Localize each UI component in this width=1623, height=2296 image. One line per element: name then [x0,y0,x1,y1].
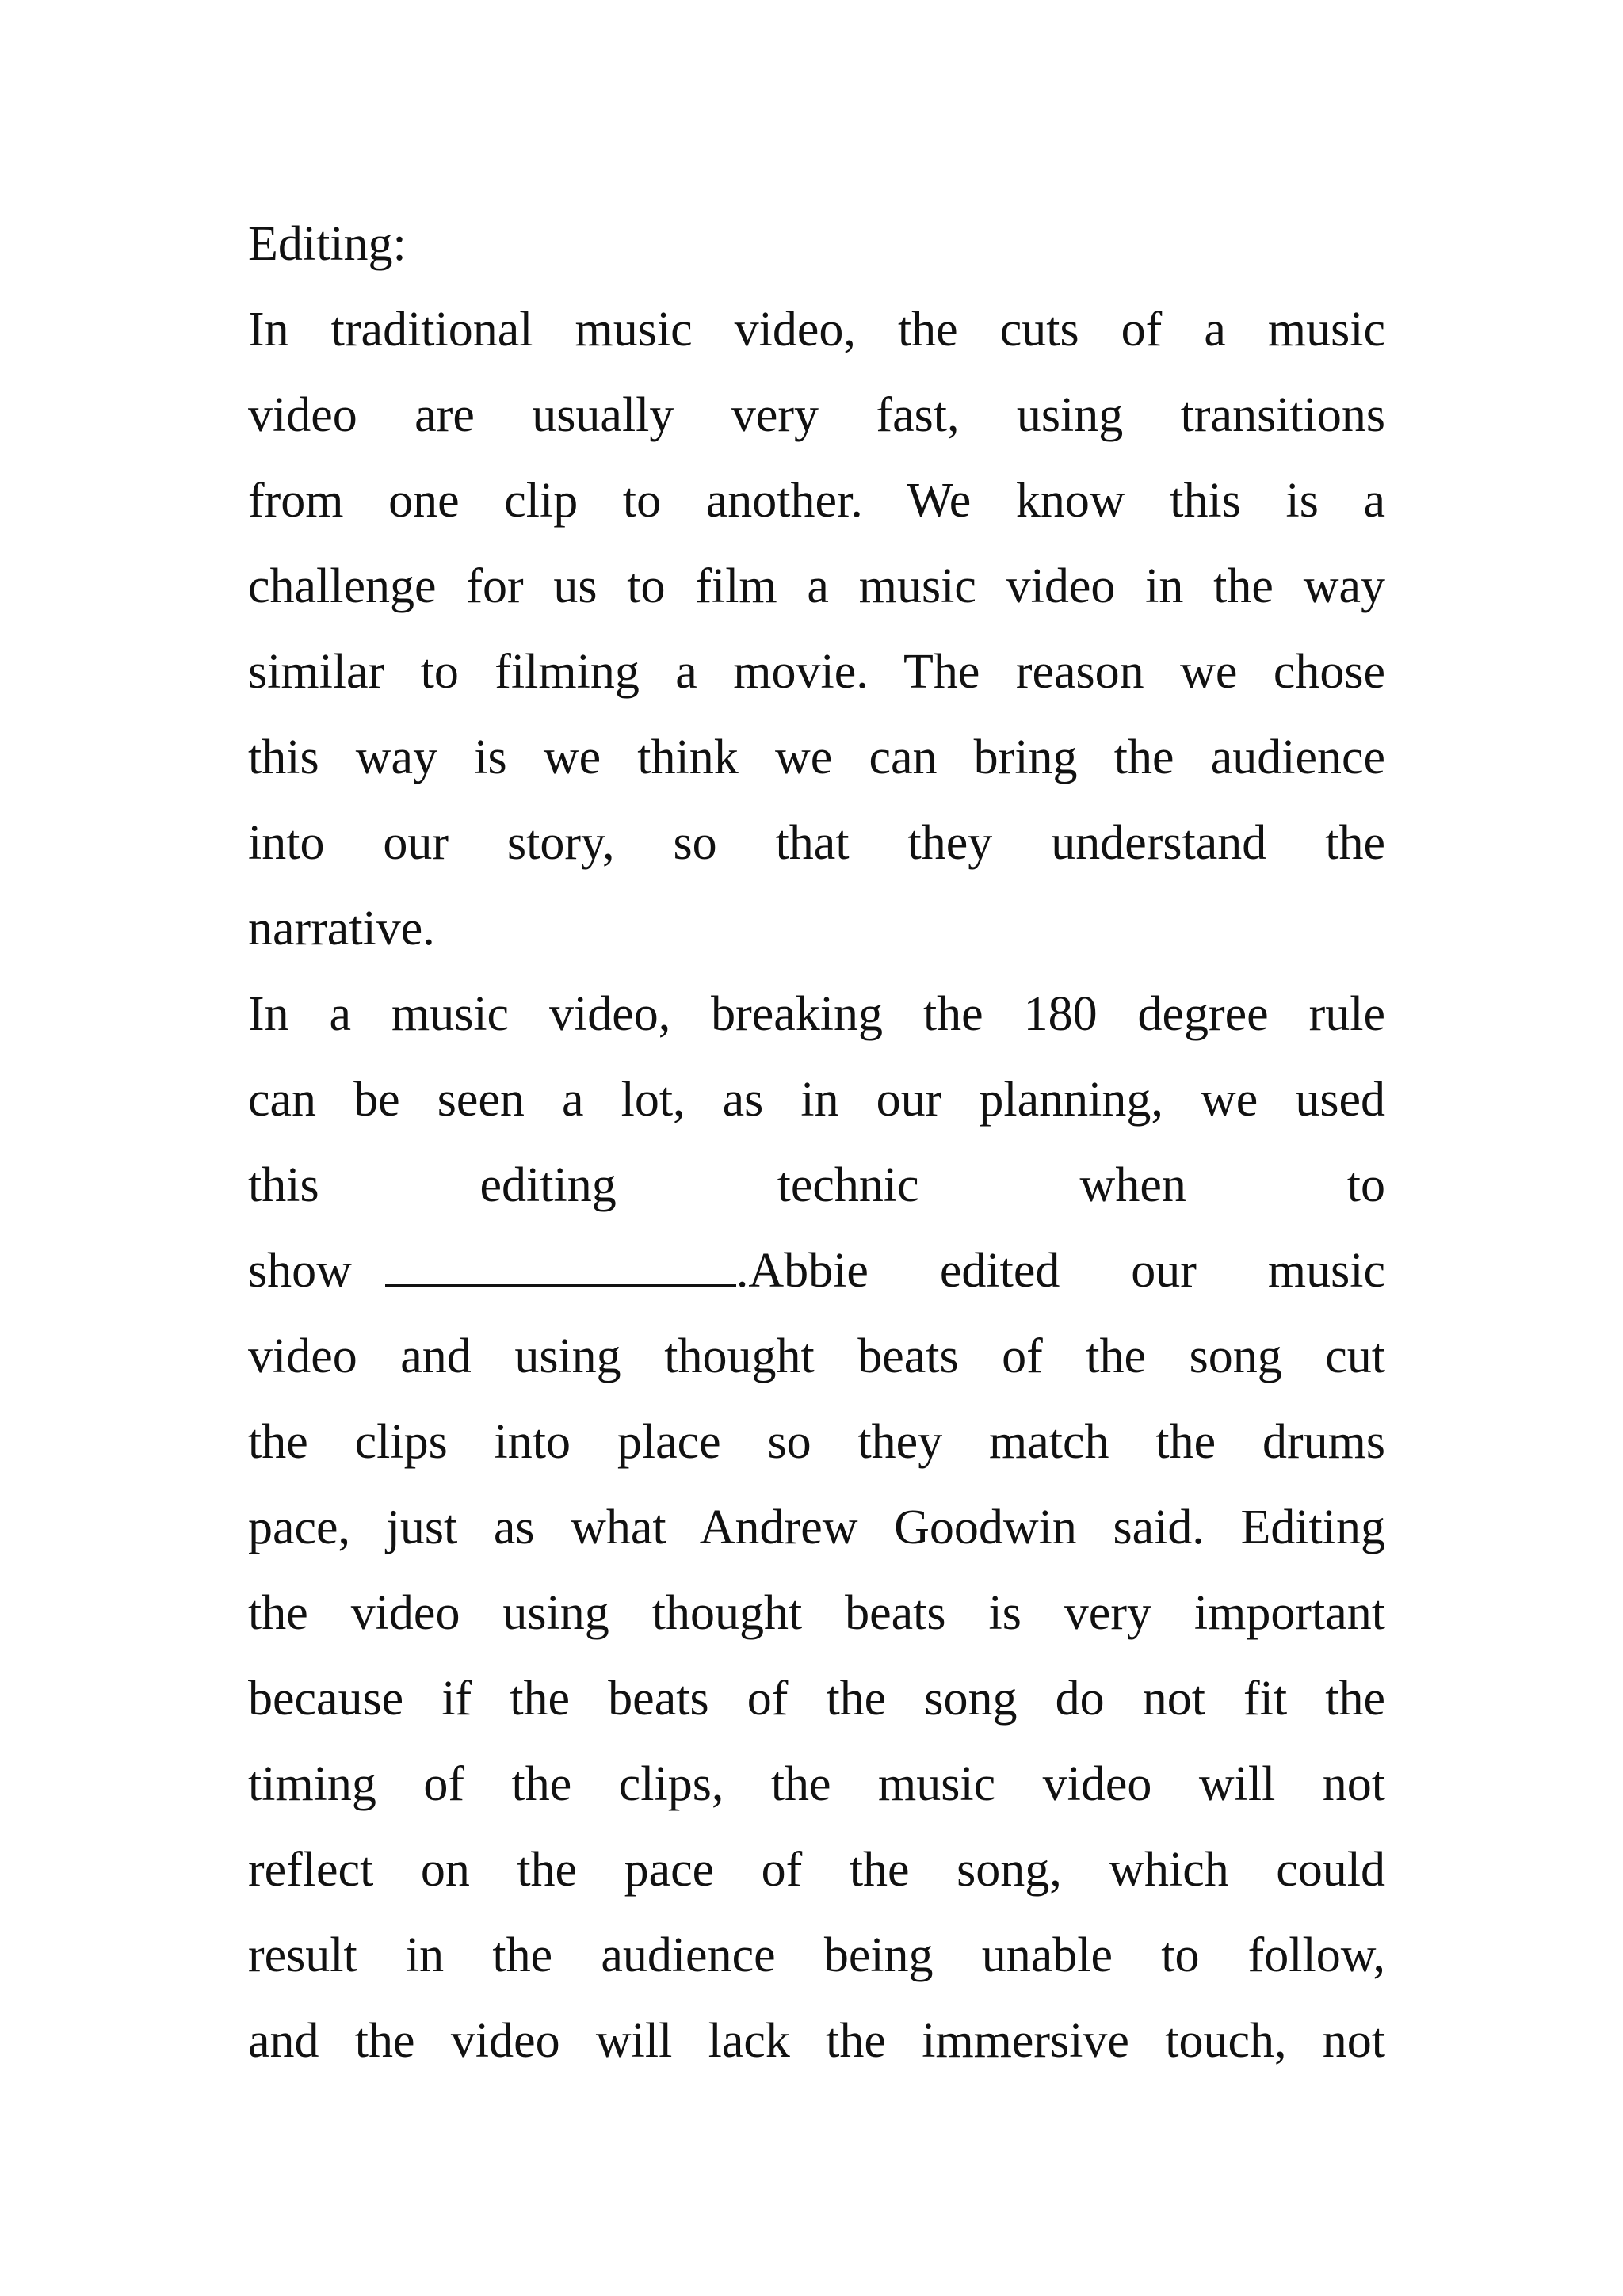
paragraph-180-degree-rule [248,971,1385,2084]
text-line: the clips into place so they match the drums [248,1415,1385,1469]
section-heading: Editing: [248,217,407,271]
text-line: this editing technic when to [248,1158,1385,1212]
text-line: timing of the clips, the music video will not [248,1757,1385,1811]
text-line: reflect on the pace of the song, which could [248,1843,1385,1897]
text-line: into our story, so that they understand the [248,816,1385,870]
text-line: In traditional music video, the cuts of a music [248,303,1385,357]
text-line: the video using thought beats is very important [248,1586,1385,1640]
text-line: narrative. [248,902,435,955]
fill-in-blank [385,1243,736,1287]
text-line: challenge for us to film a music video in the way [248,559,1385,613]
text-line: this way is we think we can bring the audience [248,730,1385,784]
text-fragment: show [248,1244,352,1298]
text-line: similar to filming a movie. The reason we chose [248,645,1385,699]
text-line: video and using thought beats of the song cut [248,1329,1385,1383]
text-line: from one clip to another. We know this is a [248,474,1385,528]
text-line: result in the audience being unable to follow, [248,1928,1385,1982]
text-line: because if the beats of the song do not fit the [248,1672,1385,1726]
text-line: video are usually very fast, using transitions [248,388,1385,442]
text-line: and the video will lack the immersive touch, not [248,2014,1385,2068]
text-line: can be seen a lot, as in our planning, we used [248,1073,1385,1127]
paragraph-traditional-music-video [248,287,1385,971]
text-line-with-blank [248,1228,1385,1314]
text-line: In a music video, breaking the 180 degree rule [248,987,1385,1041]
text-fragment: .Abbie edited our music [735,1244,1385,1298]
text-line: pace, just as what Andrew Goodwin said. Editing [248,1501,1385,1554]
document-body [248,201,1385,2084]
